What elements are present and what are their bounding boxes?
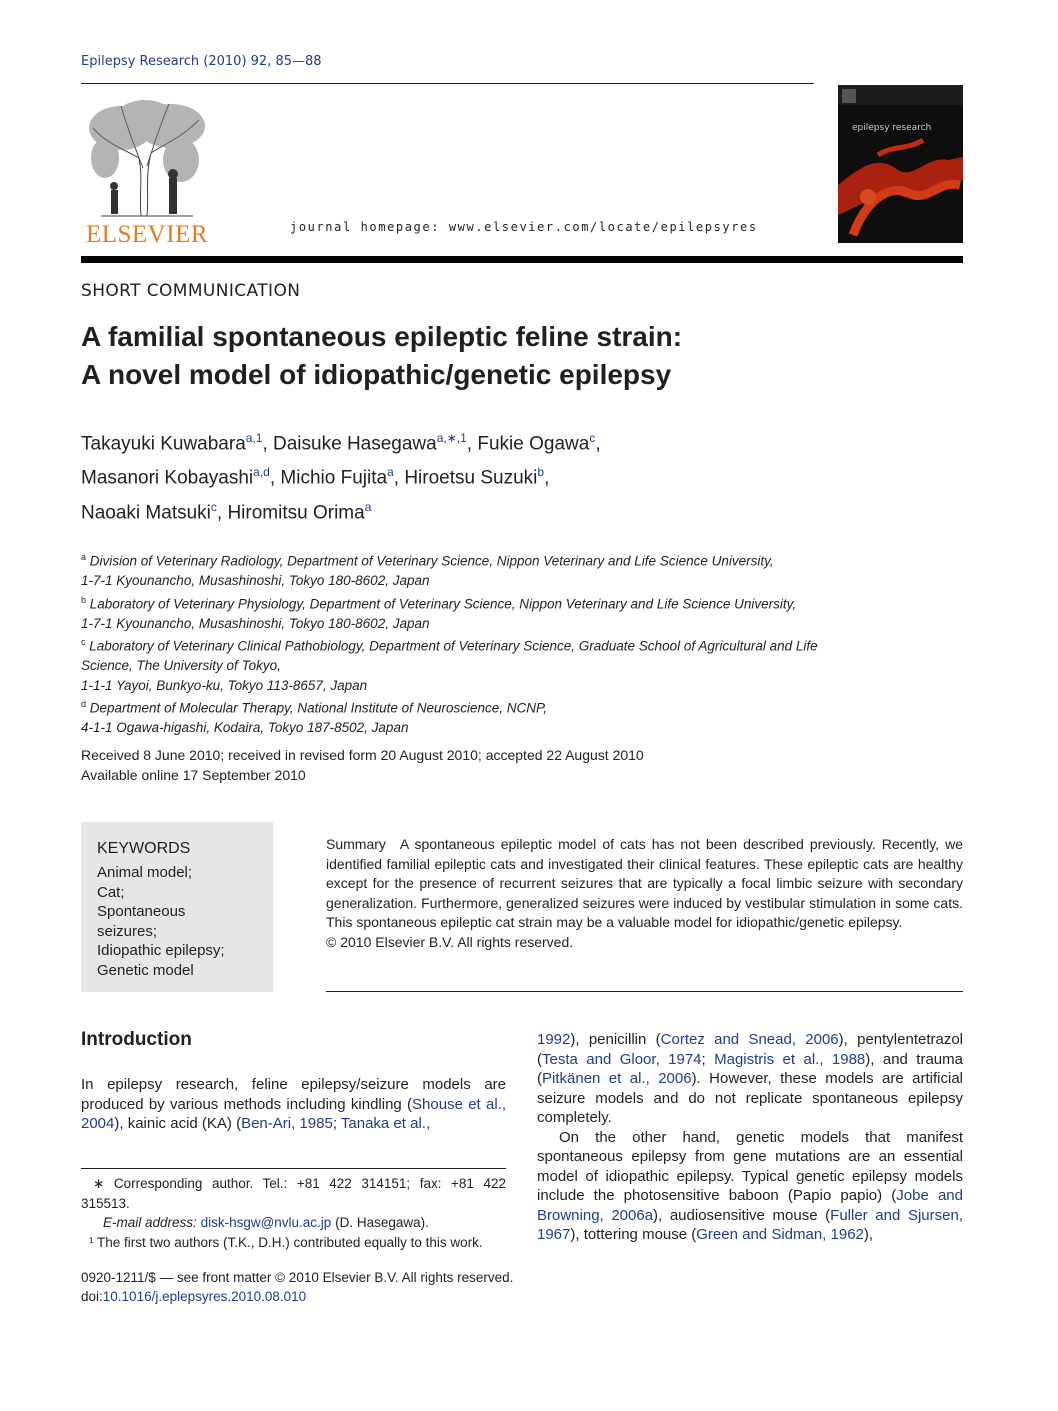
author-name: Naoaki Matsuki	[81, 501, 211, 523]
author-name: Masanori Kobayashi	[81, 467, 254, 489]
intro-paragraph-2: 1992), penicillin (Cortez and Snead, 2006), pentylentetrazol (Testa and Gloor, 1974; Magistris et al., 1988), and trauma (Pitkänen et al., 2006). However, these models are artificial seizure models and do not replicate spontaneous epilepsy completely. On the other hand, genetic models that manifest spontaneous epilepsy from gene mutations are an essential model of idiopathic epilepsy. Typical genetic epilepsy models include the photosensitive baboon (Papio papio) (Jobe and Browning, 2006a), audiosensitive mouse (Fuller and Sjursen, 1967), tottering mouse (Green and Sidman, 1962),	[537, 1031, 964, 1243]
journal-reference[interactable]: Epilepsy Research (2010) 92, 85—88	[81, 54, 322, 69]
cover-title: epilepsy research	[852, 123, 932, 133]
keywords-box	[81, 822, 273, 992]
keyword-item: seizures;	[97, 922, 158, 940]
abstract-summary	[326, 835, 963, 952]
author-separator: ,	[393, 467, 405, 489]
intro-paragraph-1: In epilepsy research, feline epilepsy/seizure models are produced by various methods including kindling (Shouse et al., 2004), kainic acid (KA) (Ben-Ari, 1985; Tanaka et al.,	[81, 1076, 507, 1132]
keyword-item: Idiopathic epilepsy;	[97, 942, 225, 959]
title-line-2: A novel model of idiopathic/genetic epilepsy	[81, 359, 672, 390]
email-link[interactable]: disk-hsgw@nvlu.ac.jp	[200, 1215, 332, 1230]
citation-link[interactable]: Shouse et al., 2004	[81, 1095, 507, 1132]
author-name: Hiroetsu Suzuki	[404, 467, 538, 489]
author-name: Takayuki Kuwabara	[81, 433, 246, 455]
author-name: Hiromitsu Orima	[227, 501, 365, 523]
citation-link[interactable]: Tanaka et al.,	[340, 1115, 431, 1132]
equal-contribution-note: ¹ The first two authors (T.K., D.H.) contributed equally to this work.	[89, 1234, 483, 1250]
keywords-list	[97, 863, 225, 980]
header-rule	[81, 83, 814, 84]
received-dates: Received 8 June 2010; received in revised form 20 August 2010; accepted 22 August 2010	[81, 747, 644, 763]
footnotes	[81, 1174, 506, 1252]
doi-link[interactable]: 10.1016/j.eplepsyres.2010.08.010	[102, 1289, 307, 1304]
affiliation-item: $^a$ Division of Veterinary Radiology, Department of Veterinary Science, Nippon Veterinary and Life Science University,	[81, 552, 774, 569]
elsevier-wordmark: ELSEVIER	[85, 221, 209, 248]
author-affiliation-link[interactable]: c	[210, 499, 217, 514]
affiliation-line: 1-7-1 Kyounancho, Musashinoshi, Tokyo 180-8602, Japan	[81, 615, 430, 631]
author-separator: ,	[595, 433, 601, 455]
author-separator: ,	[216, 501, 228, 523]
affiliation-item: $^b$ Laboratory of Veterinary Physiology, Department of Veterinary Science, Nippon Veterinary and Life Science University,	[81, 594, 797, 611]
available-online-date: Available online 17 September 2010	[81, 767, 306, 783]
elsevier-tree-icon	[81, 98, 213, 248]
keyword-item: Animal model;	[97, 864, 193, 881]
author-affiliation-link[interactable]: a,d	[253, 465, 270, 480]
citation-link[interactable]: Jobe and Browning, 2006a	[537, 1187, 963, 1224]
affiliation-item: $^d$ Department of Molecular Therapy, National Institute of Neuroscience, NCNP,	[81, 699, 547, 716]
footnote-rule	[81, 1168, 506, 1169]
summary-text: A spontaneous epileptic model of cats has not been described previously. Recently, we identified familial epileptic cats and investigated their clinical features. These epileptic cats are healthy except for the presence of recurrent seizures that are typically a focal limbic seizure with secondary generalization. Furthermore, generalized seizures were induced by vestibular stimulation in some cats. This spontaneous epileptic cat strain may be a valuable model for idiopathic/genetic epilepsy.	[326, 836, 963, 930]
author-affiliation-link[interactable]: a,∗,1	[436, 431, 467, 445]
keyword-item: Spontaneous	[97, 903, 186, 920]
summary-rule	[326, 991, 963, 992]
author-affiliation-link[interactable]: a	[387, 465, 394, 480]
citation-link[interactable]: Cortez and Snead, 2006	[660, 1031, 839, 1048]
doi-line: doi:10.1016/j.eplepsyres.2010.08.010	[81, 1289, 307, 1304]
citation-link[interactable]: Pitkänen et al., 2006	[542, 1070, 692, 1087]
article-title	[81, 318, 961, 394]
author-list	[81, 424, 961, 527]
author-name: Michio Fujita	[280, 467, 388, 489]
author-affiliation-link[interactable]: b	[537, 465, 545, 480]
keyword-item: Genetic model	[97, 961, 194, 979]
affiliation-line: 1-7-1 Kyounancho, Musashinoshi, Tokyo 180-8602, Japan	[81, 573, 430, 588]
article-type: SHORT COMMUNICATION	[81, 281, 301, 301]
title-rule	[81, 256, 963, 263]
citation-link[interactable]: Fuller and Sjursen, 1967	[537, 1206, 963, 1243]
affiliation-list	[81, 548, 961, 738]
author-separator: ,	[544, 467, 550, 489]
journal-cover-art	[838, 85, 963, 243]
elsevier-logo[interactable]	[81, 98, 213, 248]
author-separator: ,	[466, 433, 478, 455]
citation-link[interactable]: Ben-Ari, 1985	[241, 1115, 333, 1132]
journal-cover-image[interactable]	[838, 85, 963, 243]
author-affiliation-link[interactable]: a	[364, 499, 372, 514]
article-history	[81, 745, 644, 785]
summary-label: Summary	[326, 836, 386, 852]
affiliation-item: $^c$ Laboratory of Veterinary Clinical Pathobiology, Department of Veterinary Science, Graduate School of Agricultural and Life	[81, 637, 818, 654]
citation-link[interactable]: Magistris et al., 1988	[714, 1050, 866, 1068]
affiliation-line: 4-1-1 Ogawa-higashi, Kodaira, Tokyo 187-8502, Japan	[81, 720, 409, 735]
email-note: E-mail address: disk-hsgw@nvlu.ac.jp (D. Hasegawa).	[103, 1215, 429, 1230]
keyword-item: Cat;	[97, 883, 125, 901]
copyright-line: © 2010 Elsevier B.V. All rights reserved.	[326, 933, 574, 950]
affiliation-line: 1-1-1 Yayoi, Bunkyo-ku, Tokyo 113-8657, Japan	[81, 677, 368, 693]
author-affiliation-link[interactable]: c	[589, 431, 596, 445]
page-footer	[81, 1268, 513, 1306]
title-line-1: A familial spontaneous epileptic feline strain:	[81, 321, 683, 352]
citation-link[interactable]: Testa and Gloor, 1974	[542, 1050, 702, 1068]
introduction-heading: Introduction	[81, 1029, 192, 1050]
author-name: Fukie Ogawa	[477, 433, 590, 455]
intro-paragraph-3: On the other hand, genetic models that manifest spontaneous epilepsy from gene mutations are an essential model of idiopathic epilepsy. Typical genetic epilepsy models include the photosensitive baboon (Papio papio) (Jobe and Browning, 2006a), audiosensitive mouse (Fuller and Sjursen, 1967), tottering mouse (Green and Sidman, 1962),	[537, 1128, 963, 1243]
author-separator: ,	[262, 433, 274, 455]
citation-link[interactable]: 1992	[537, 1031, 571, 1048]
affiliation-line: Science, The University of Tokyo,	[81, 658, 281, 673]
author-affiliation-link[interactable]: a,1	[245, 431, 263, 445]
author-name: Daisuke Hasegawa	[273, 433, 437, 455]
author-separator: ,	[269, 467, 281, 489]
corresponding-author-note: ∗ Corresponding author. Tel.: +81 422 314151; fax: +81 422 315513.	[81, 1176, 506, 1211]
citation-link[interactable]: Green and Sidman, 1962	[696, 1226, 864, 1243]
journal-homepage[interactable]: journal homepage: www.elsevier.com/locate/epilepsyres	[290, 220, 758, 234]
keywords-title: KEYWORDS	[97, 840, 191, 857]
issn-line: 0920-1211/$ — see front matter © 2010 Elsevier B.V. All rights reserved.	[81, 1270, 514, 1285]
